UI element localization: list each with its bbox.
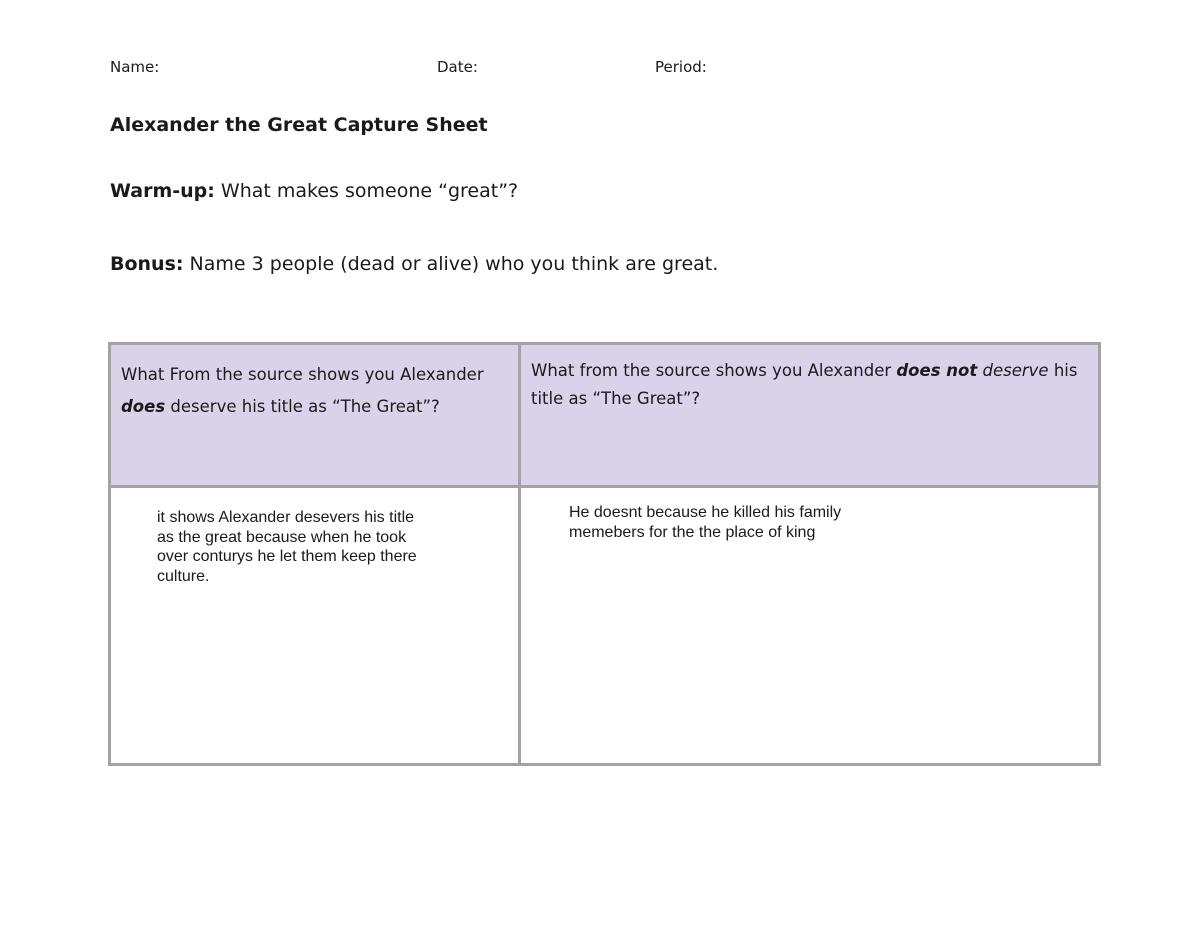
name-field-label: Name:	[110, 58, 160, 76]
deserve-italic: deserve	[977, 361, 1049, 380]
does-deserve-header-text-1: What From the source shows you Alexander	[121, 365, 484, 384]
does-not-deserve-header	[520, 344, 1100, 487]
does-deserve-answer-cell[interactable]	[110, 487, 520, 765]
date-field-label: Date:	[437, 58, 478, 76]
does-not-deserve-header-text-1: What from the source shows you Alexander	[531, 361, 897, 380]
warmup-label: Warm-up:	[110, 180, 215, 202]
does-deserve-header-text-2: deserve his title as “The Great”?	[165, 397, 440, 416]
document-title: Alexander the Great Capture Sheet	[110, 114, 488, 136]
capture-table-answer-row	[110, 487, 1100, 765]
does-deserve-header	[110, 344, 520, 487]
bonus-label: Bonus:	[110, 253, 184, 275]
does-not-deserve-answer-cell[interactable]	[520, 487, 1100, 765]
does-not-deserve-header-text-2: his title as “The Great”?	[531, 361, 1078, 408]
capture-table	[108, 342, 1101, 766]
bonus-prompt	[110, 253, 718, 275]
period-field-label: Period:	[655, 58, 707, 76]
does-not-deserve-answer-text: He doesnt because he killed his family memebers for the the place of king	[569, 504, 842, 541]
bonus-question: Name 3 people (dead or alive) who you think are great.	[183, 253, 719, 275]
does-not-emphasis: does not	[896, 361, 978, 380]
warmup-question: What makes someone “great”?	[214, 180, 519, 202]
capture-table-header-row	[110, 344, 1100, 487]
warmup-prompt	[110, 180, 518, 202]
does-emphasis: does	[121, 397, 166, 416]
does-deserve-answer-text: it shows Alexander desevers his title as the great because when he took over conturys he let them keep there culture.	[157, 509, 417, 585]
